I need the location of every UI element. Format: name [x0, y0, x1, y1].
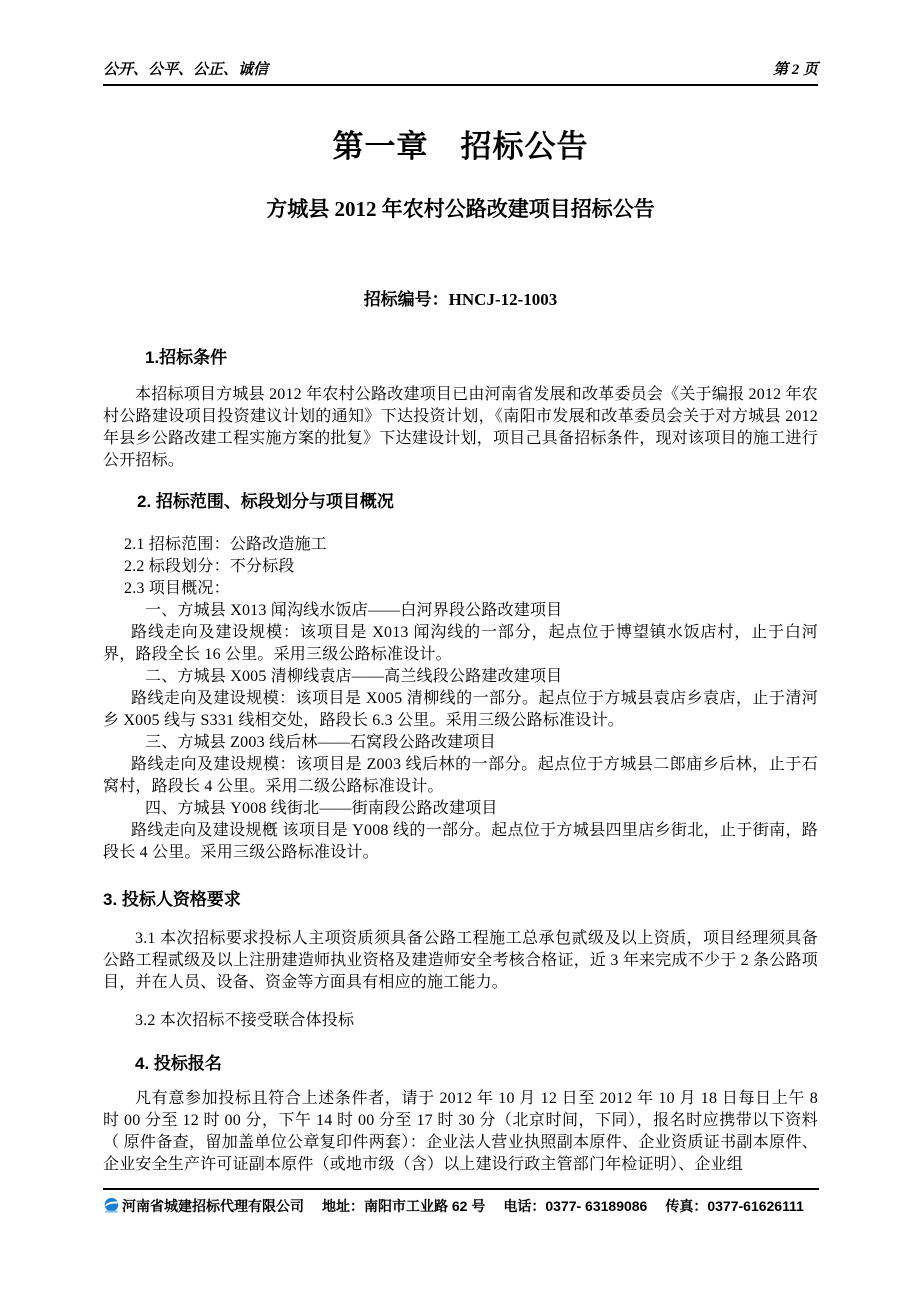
company-logo-icon [103, 1197, 120, 1214]
announcement-title: 方城县 2012 年农村公路改建项目招标公告 [266, 197, 655, 221]
section3-heading: 3. 投标人资格要求 [103, 890, 241, 909]
section2-heading: 2. 招标范围、标段划分与项目概况 [137, 492, 394, 511]
page-footer [103, 1188, 819, 1216]
section3-clause-31: 3.1 本次招标要求投标人主项资质须具备公路工程施工总承包贰级及以上资质，项目经理须具备公路工程贰级及以上注册建造师执业资格及建造师安全考核合格证，近 3 年来完成不少于 2 条公路项目，并在人员、设备、资金等方面具有相应的施工能力。 [103, 930, 818, 991]
page-header [103, 58, 818, 86]
section2-sub-item-overview: 2.3 项目概况： [124, 580, 230, 597]
document-body [103, 90, 818, 1176]
project-4-title: 四、方城县 Y008 线街北——街南段公路改建项目 [145, 800, 498, 817]
project-3-desc: 路线走向及建设规模：该项目是 Z003 线后林的一部分。起点位于方城县二郎庙乡后林，止于石窝村，路段长 4 公里。采用二级公路标准设计。 [103, 756, 818, 795]
chapter-title: 第一章 招标公告 [332, 129, 589, 164]
header-motto: 公开、公平、公正、诚信 [103, 62, 269, 78]
section1-paragraph: 本招标项目方城县 2012 年农村公路改建项目已由河南省发展和改革委员会《关于编报 2012 年农村公路建设项目投资建议计划的通知》下达投资计划，《南阳市发展和改革委员会关于对方城县 2012 年县乡公路改建工程实施方案的批复》下达建设计划，项目己具备招标条件，现对该项目的施工进行公开招标。 [103, 386, 818, 469]
footer-fax: 传真：0377-61626111 [665, 1198, 804, 1214]
section4-heading: 4. 投标报名 [135, 1054, 222, 1073]
project-1-title: 一、方城县 X013 闻沟线水饭店——白河界段公路改建项目 [145, 602, 563, 619]
project-2-desc: 路线走向及建设规模：该项目是 X005 清柳线的一部分。起点位于方城县袁店乡袁店，止于清河乡 X005 线与 S331 线相交处，路段长 6.3 公里。采用三级公路标准设计。 [103, 690, 818, 729]
footer-company-segment [103, 1196, 304, 1216]
tender-number: 招标编号：HNCJ-12-1003 [363, 290, 558, 309]
page-number: 第 2 页 [772, 62, 818, 78]
footer-company-name: 河南省城建招标代理有限公司 [122, 1198, 304, 1214]
section1-heading: 1.招标条件 [145, 348, 228, 367]
project-3-title: 三、方城县 Z003 线后林——石窝段公路改建项目 [145, 734, 496, 751]
project-2-title: 二、方城县 X005 清柳线袁店——高兰线段公路建改建项目 [145, 668, 563, 685]
section2-sub-item-scope: 2.1 招标范围：公路改造施工 [124, 536, 328, 553]
section2-sub-item-lots: 2.2 标段划分：不分标段 [124, 558, 295, 575]
footer-address: 地址：南阳市工业路 62 号 [322, 1198, 486, 1214]
project-4-desc: 路线走向及建设规槪 该项目是 Y008 线的一部分。起点位于方城县四里店乡街北，止于街南，路段长 4 公里。采用三级公路标准设计。 [103, 822, 818, 861]
section4-paragraph: 凡有意参加投标且符合上述条件者，请于 2012 年 10 月 12 日至 2012 年 10 月 18 日每日上午 8 时 00 分至 12 时 00 分，下午 14 时 00 分至 17 时 30 分（北京时间，下同），报名时应携带以下资料（ 原件备查，留加盖单位公章复印件两套）：企业法人营业执照副本原件、企业资质证书副本原件、企业安全生产许可证副本原件（或地市级（含）以上建设行政主管部门年检证明）、企业组 [103, 1090, 818, 1173]
section3-clause-32: 3.2 本次招标不接受联合体投标 [135, 1012, 355, 1029]
project-1-desc: 路线走向及建设规模：该项目是 X013 闻沟线的一部分，起点位于博望镇水饭店村，止于白河界，路段全长 16 公里。采用三级公路标准设计。 [103, 624, 818, 663]
footer-phone: 电话：0377- 63189086 [503, 1198, 648, 1214]
